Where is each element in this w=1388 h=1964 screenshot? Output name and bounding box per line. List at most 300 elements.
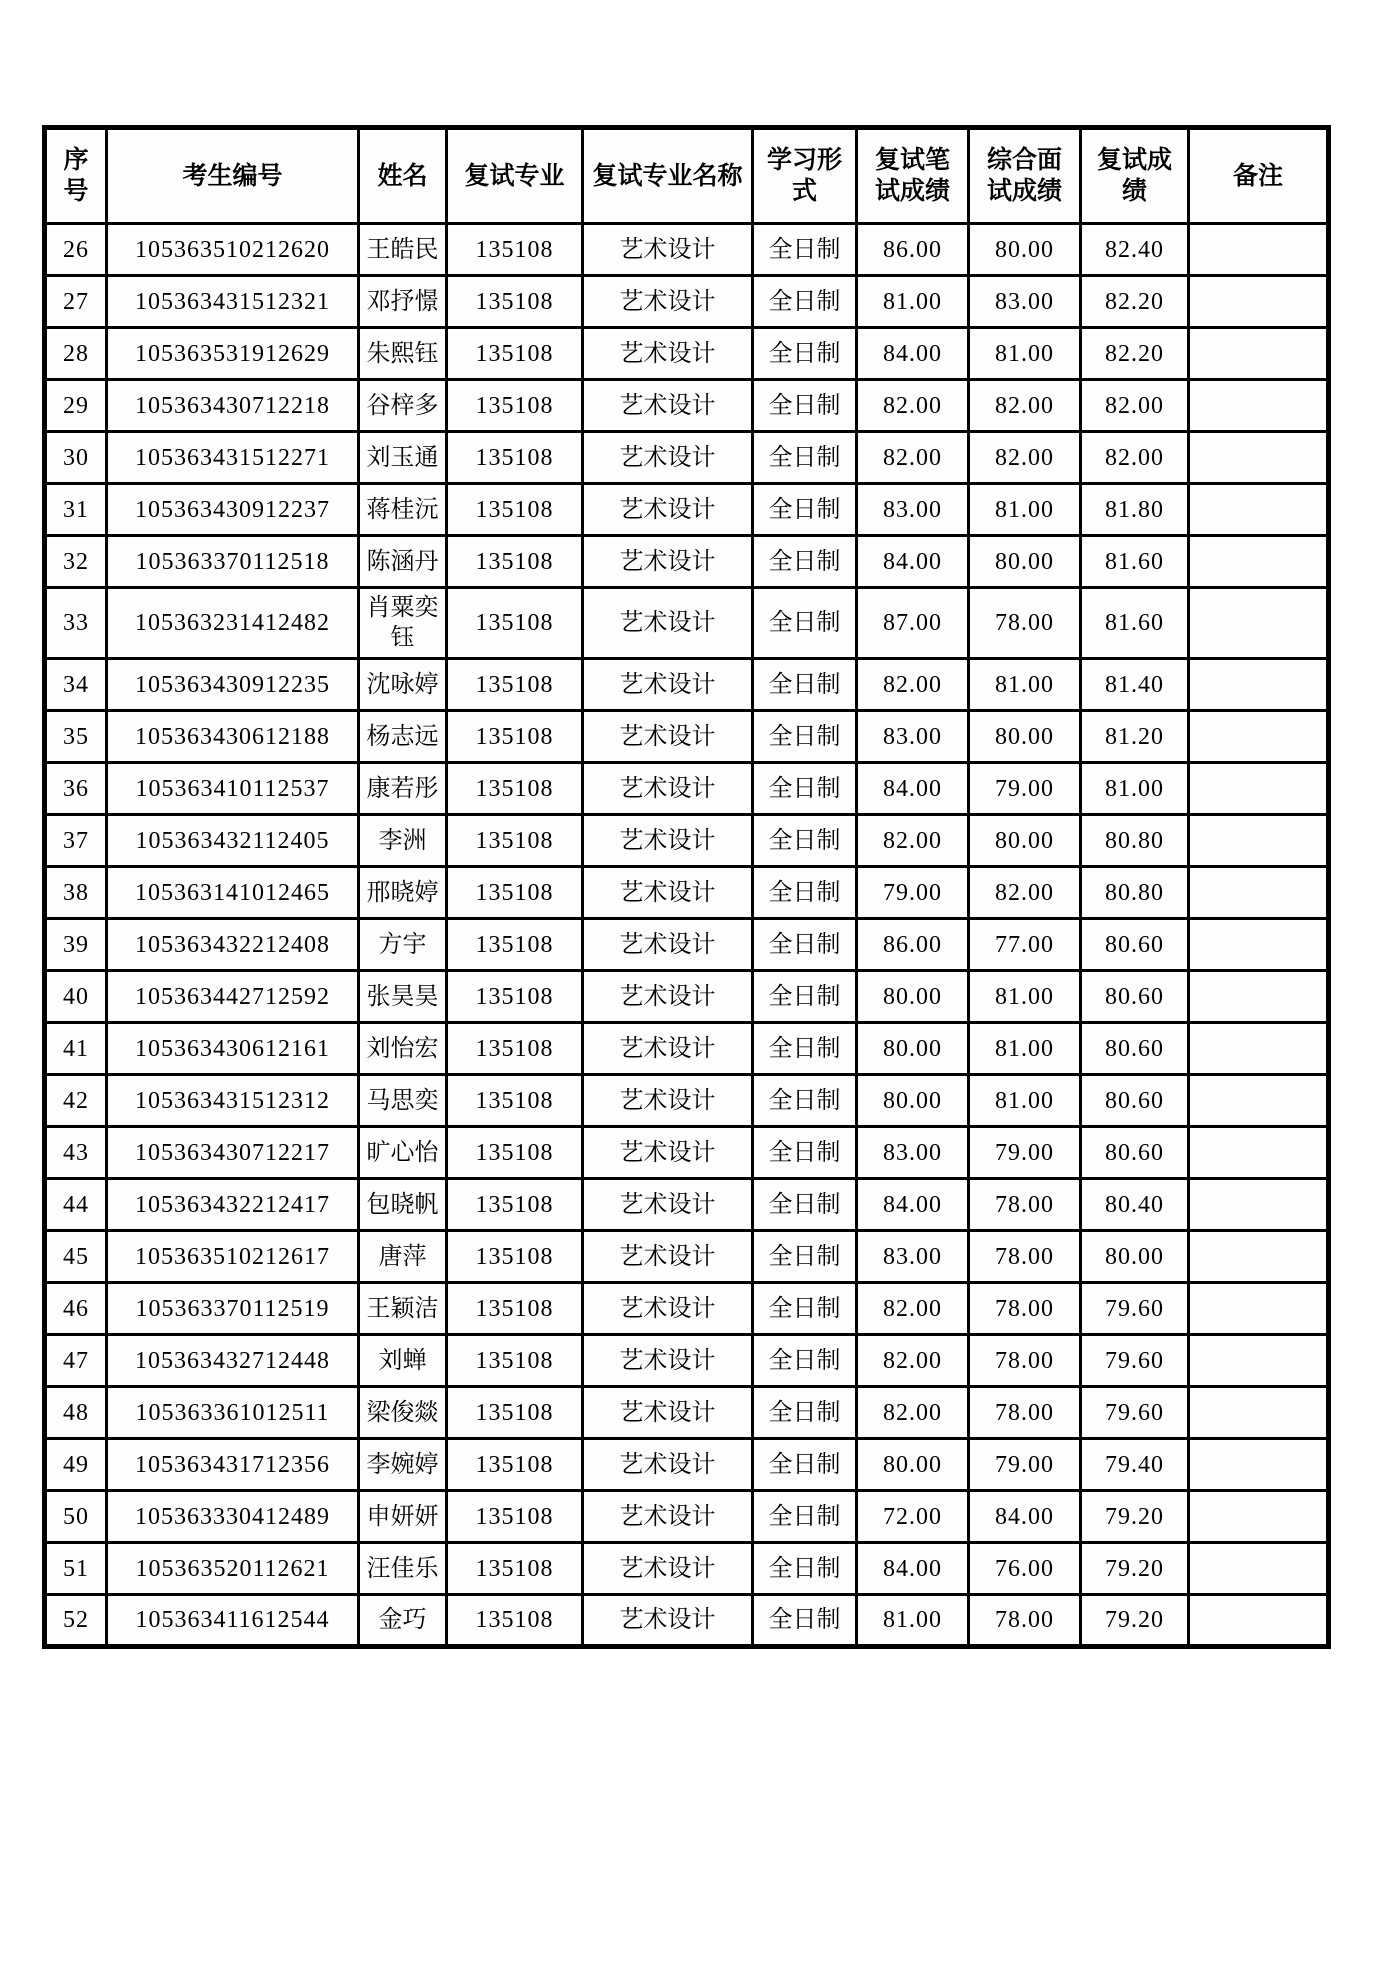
table-row: [45, 867, 1329, 919]
cell-study-form: 全日制: [753, 1595, 857, 1647]
cell-interview-score: 83.00: [969, 276, 1081, 328]
cell-final-score: 79.60: [1081, 1335, 1189, 1387]
cell-written-score: 84.00: [857, 763, 969, 815]
cell-remark: [1189, 536, 1329, 588]
cell-written-score: 86.00: [857, 919, 969, 971]
cell-major-name: 艺术设计: [583, 1075, 753, 1127]
cell-candidate-id: 105363432112405: [107, 815, 359, 867]
cell-candidate-id: 105363370112519: [107, 1283, 359, 1335]
cell-interview-score: 78.00: [969, 588, 1081, 659]
cell-name: 刘怡宏: [359, 1023, 447, 1075]
cell-major-name: 艺术设计: [583, 1595, 753, 1647]
cell-candidate-id: 105363430612188: [107, 711, 359, 763]
cell-major-code: 135108: [447, 432, 583, 484]
cell-name: 蒋桂沅: [359, 484, 447, 536]
cell-study-form: 全日制: [753, 867, 857, 919]
cell-written-score: 82.00: [857, 1283, 969, 1335]
cell-interview-score: 81.00: [969, 659, 1081, 711]
cell-major-name: 艺术设计: [583, 536, 753, 588]
cell-major-code: 135108: [447, 763, 583, 815]
table-row: [45, 588, 1329, 659]
cell-study-form: 全日制: [753, 1023, 857, 1075]
cell-name: 汪佳乐: [359, 1543, 447, 1595]
cell-candidate-id: 105363510212620: [107, 224, 359, 276]
cell-interview-score: 79.00: [969, 1439, 1081, 1491]
cell-major-name: 艺术设计: [583, 919, 753, 971]
cell-major-name: 艺术设计: [583, 484, 753, 536]
cell-candidate-id: 105363432712448: [107, 1335, 359, 1387]
cell-name: 谷梓多: [359, 380, 447, 432]
cell-written-score: 83.00: [857, 484, 969, 536]
cell-study-form: 全日制: [753, 328, 857, 380]
cell-interview-score: 81.00: [969, 971, 1081, 1023]
cell-candidate-id: 105363431512312: [107, 1075, 359, 1127]
cell-serial: 31: [45, 484, 107, 536]
cell-candidate-id: 105363431512321: [107, 276, 359, 328]
table-row: [45, 1283, 1329, 1335]
cell-written-score: 83.00: [857, 1127, 969, 1179]
header-serial: 序号: [45, 128, 107, 224]
cell-study-form: 全日制: [753, 1439, 857, 1491]
cell-name: 唐萍: [359, 1231, 447, 1283]
cell-major-name: 艺术设计: [583, 763, 753, 815]
cell-name: 申妍妍: [359, 1491, 447, 1543]
cell-interview-score: 77.00: [969, 919, 1081, 971]
cell-final-score: 80.60: [1081, 1075, 1189, 1127]
table-row: [45, 328, 1329, 380]
cell-candidate-id: 105363431712356: [107, 1439, 359, 1491]
cell-serial: 32: [45, 536, 107, 588]
cell-major-code: 135108: [447, 919, 583, 971]
table-row: [45, 1023, 1329, 1075]
header-study-form: 学习形式: [753, 128, 857, 224]
cell-name: 沈咏婷: [359, 659, 447, 711]
table-row: [45, 484, 1329, 536]
cell-study-form: 全日制: [753, 432, 857, 484]
cell-final-score: 79.20: [1081, 1543, 1189, 1595]
cell-remark: [1189, 763, 1329, 815]
cell-remark: [1189, 1023, 1329, 1075]
cell-name: 陈涵丹: [359, 536, 447, 588]
cell-final-score: 80.80: [1081, 867, 1189, 919]
cell-interview-score: 81.00: [969, 1023, 1081, 1075]
cell-major-name: 艺术设计: [583, 1023, 753, 1075]
cell-major-name: 艺术设计: [583, 276, 753, 328]
cell-major-name: 艺术设计: [583, 432, 753, 484]
cell-serial: 44: [45, 1179, 107, 1231]
table-row: [45, 815, 1329, 867]
cell-candidate-id: 105363411612544: [107, 1595, 359, 1647]
cell-final-score: 82.00: [1081, 380, 1189, 432]
header-major-name: 复试专业名称: [583, 128, 753, 224]
cell-name: 邢晓婷: [359, 867, 447, 919]
cell-major-code: 135108: [447, 711, 583, 763]
cell-major-code: 135108: [447, 971, 583, 1023]
cell-major-name: 艺术设计: [583, 1387, 753, 1439]
table-row: [45, 1491, 1329, 1543]
cell-candidate-id: 105363432212417: [107, 1179, 359, 1231]
cell-remark: [1189, 919, 1329, 971]
cell-interview-score: 78.00: [969, 1335, 1081, 1387]
cell-interview-score: 78.00: [969, 1179, 1081, 1231]
cell-major-name: 艺术设计: [583, 224, 753, 276]
cell-major-code: 135108: [447, 1075, 583, 1127]
cell-serial: 27: [45, 276, 107, 328]
cell-final-score: 80.60: [1081, 1023, 1189, 1075]
cell-final-score: 80.60: [1081, 1127, 1189, 1179]
table-row: [45, 1595, 1329, 1647]
cell-study-form: 全日制: [753, 536, 857, 588]
table-row: [45, 1127, 1329, 1179]
cell-major-code: 135108: [447, 1543, 583, 1595]
cell-serial: 29: [45, 380, 107, 432]
cell-serial: 42: [45, 1075, 107, 1127]
cell-candidate-id: 105363442712592: [107, 971, 359, 1023]
cell-final-score: 79.60: [1081, 1387, 1189, 1439]
cell-study-form: 全日制: [753, 1231, 857, 1283]
cell-written-score: 84.00: [857, 1543, 969, 1595]
cell-major-code: 135108: [447, 1491, 583, 1543]
cell-remark: [1189, 1335, 1329, 1387]
cell-candidate-id: 105363430912237: [107, 484, 359, 536]
cell-serial: 40: [45, 971, 107, 1023]
cell-remark: [1189, 1179, 1329, 1231]
table-row: [45, 763, 1329, 815]
cell-interview-score: 82.00: [969, 867, 1081, 919]
cell-final-score: 80.80: [1081, 815, 1189, 867]
table-row: [45, 276, 1329, 328]
cell-major-code: 135108: [447, 276, 583, 328]
cell-name: 李洲: [359, 815, 447, 867]
cell-serial: 34: [45, 659, 107, 711]
cell-final-score: 79.20: [1081, 1595, 1189, 1647]
cell-candidate-id: 105363520112621: [107, 1543, 359, 1595]
cell-study-form: 全日制: [753, 971, 857, 1023]
cell-major-code: 135108: [447, 1179, 583, 1231]
cell-remark: [1189, 1387, 1329, 1439]
cell-interview-score: 80.00: [969, 711, 1081, 763]
cell-serial: 51: [45, 1543, 107, 1595]
cell-final-score: 81.60: [1081, 536, 1189, 588]
cell-candidate-id: 105363430712218: [107, 380, 359, 432]
cell-interview-score: 81.00: [969, 1075, 1081, 1127]
cell-major-code: 135108: [447, 1283, 583, 1335]
cell-interview-score: 79.00: [969, 1127, 1081, 1179]
cell-written-score: 81.00: [857, 276, 969, 328]
cell-major-name: 艺术设计: [583, 1283, 753, 1335]
cell-written-score: 72.00: [857, 1491, 969, 1543]
table-row: [45, 1439, 1329, 1491]
cell-major-name: 艺术设计: [583, 711, 753, 763]
cell-study-form: 全日制: [753, 1335, 857, 1387]
cell-major-name: 艺术设计: [583, 1439, 753, 1491]
cell-serial: 52: [45, 1595, 107, 1647]
cell-name: 邓抒憬: [359, 276, 447, 328]
table-row: [45, 1075, 1329, 1127]
cell-candidate-id: 105363141012465: [107, 867, 359, 919]
cell-study-form: 全日制: [753, 763, 857, 815]
table-row: [45, 224, 1329, 276]
cell-study-form: 全日制: [753, 815, 857, 867]
cell-study-form: 全日制: [753, 1179, 857, 1231]
cell-remark: [1189, 224, 1329, 276]
cell-serial: 30: [45, 432, 107, 484]
cell-remark: [1189, 276, 1329, 328]
cell-candidate-id: 105363361012511: [107, 1387, 359, 1439]
cell-written-score: 80.00: [857, 971, 969, 1023]
cell-candidate-id: 105363231412482: [107, 588, 359, 659]
header-final-score: 复试成绩: [1081, 128, 1189, 224]
cell-major-name: 艺术设计: [583, 328, 753, 380]
cell-study-form: 全日制: [753, 1543, 857, 1595]
cell-remark: [1189, 711, 1329, 763]
cell-major-code: 135108: [447, 1595, 583, 1647]
cell-study-form: 全日制: [753, 1387, 857, 1439]
cell-remark: [1189, 432, 1329, 484]
cell-final-score: 81.60: [1081, 588, 1189, 659]
cell-interview-score: 78.00: [969, 1387, 1081, 1439]
cell-major-code: 135108: [447, 867, 583, 919]
cell-name: 王皓民: [359, 224, 447, 276]
cell-remark: [1189, 328, 1329, 380]
cell-serial: 26: [45, 224, 107, 276]
header-major-code: 复试专业: [447, 128, 583, 224]
header-candidate-id: 考生编号: [107, 128, 359, 224]
table-body: [45, 224, 1329, 1647]
cell-candidate-id: 105363430712217: [107, 1127, 359, 1179]
cell-written-score: 82.00: [857, 659, 969, 711]
cell-name: 刘蝉: [359, 1335, 447, 1387]
cell-major-code: 135108: [447, 1387, 583, 1439]
cell-name: 马思奕: [359, 1075, 447, 1127]
cell-name: 杨志远: [359, 711, 447, 763]
cell-remark: [1189, 484, 1329, 536]
cell-final-score: 80.40: [1081, 1179, 1189, 1231]
table-row: [45, 971, 1329, 1023]
cell-major-code: 135108: [447, 1023, 583, 1075]
results-table: [42, 125, 1331, 1649]
table-row: [45, 1387, 1329, 1439]
table-row: [45, 919, 1329, 971]
cell-study-form: 全日制: [753, 659, 857, 711]
cell-candidate-id: 105363430612161: [107, 1023, 359, 1075]
cell-remark: [1189, 867, 1329, 919]
table-row: [45, 536, 1329, 588]
cell-name: 刘玉通: [359, 432, 447, 484]
cell-remark: [1189, 1491, 1329, 1543]
header-name: 姓名: [359, 128, 447, 224]
cell-written-score: 82.00: [857, 432, 969, 484]
cell-major-name: 艺术设计: [583, 971, 753, 1023]
cell-study-form: 全日制: [753, 1075, 857, 1127]
cell-interview-score: 78.00: [969, 1283, 1081, 1335]
cell-major-code: 135108: [447, 588, 583, 659]
cell-interview-score: 80.00: [969, 536, 1081, 588]
cell-final-score: 80.00: [1081, 1231, 1189, 1283]
cell-name: 王颖洁: [359, 1283, 447, 1335]
cell-study-form: 全日制: [753, 711, 857, 763]
cell-interview-score: 81.00: [969, 328, 1081, 380]
cell-remark: [1189, 1283, 1329, 1335]
cell-interview-score: 76.00: [969, 1543, 1081, 1595]
cell-written-score: 80.00: [857, 1023, 969, 1075]
cell-serial: 38: [45, 867, 107, 919]
cell-interview-score: 81.00: [969, 484, 1081, 536]
cell-interview-score: 79.00: [969, 763, 1081, 815]
cell-major-name: 艺术设计: [583, 867, 753, 919]
cell-remark: [1189, 1439, 1329, 1491]
cell-remark: [1189, 1543, 1329, 1595]
cell-candidate-id: 105363430912235: [107, 659, 359, 711]
cell-major-name: 艺术设计: [583, 1179, 753, 1231]
cell-remark: [1189, 1127, 1329, 1179]
cell-written-score: 80.00: [857, 1075, 969, 1127]
cell-candidate-id: 105363531912629: [107, 328, 359, 380]
cell-major-code: 135108: [447, 659, 583, 711]
cell-study-form: 全日制: [753, 588, 857, 659]
cell-candidate-id: 105363330412489: [107, 1491, 359, 1543]
cell-study-form: 全日制: [753, 276, 857, 328]
table-row: [45, 1179, 1329, 1231]
header-written-score: 复试笔试成绩: [857, 128, 969, 224]
cell-name: 方宇: [359, 919, 447, 971]
cell-final-score: 81.80: [1081, 484, 1189, 536]
cell-interview-score: 78.00: [969, 1595, 1081, 1647]
cell-interview-score: 80.00: [969, 224, 1081, 276]
header-remark: 备注: [1189, 128, 1329, 224]
cell-serial: 46: [45, 1283, 107, 1335]
cell-final-score: 80.60: [1081, 919, 1189, 971]
cell-serial: 36: [45, 763, 107, 815]
cell-major-name: 艺术设计: [583, 815, 753, 867]
cell-final-score: 82.20: [1081, 328, 1189, 380]
cell-name: 梁俊燚: [359, 1387, 447, 1439]
cell-name: 朱熙钰: [359, 328, 447, 380]
table-row: [45, 1543, 1329, 1595]
cell-study-form: 全日制: [753, 380, 857, 432]
cell-written-score: 81.00: [857, 1595, 969, 1647]
cell-serial: 37: [45, 815, 107, 867]
cell-study-form: 全日制: [753, 224, 857, 276]
cell-serial: 39: [45, 919, 107, 971]
cell-serial: 48: [45, 1387, 107, 1439]
cell-major-name: 艺术设计: [583, 659, 753, 711]
cell-major-name: 艺术设计: [583, 1231, 753, 1283]
cell-name: 康若彤: [359, 763, 447, 815]
table-row: [45, 1335, 1329, 1387]
cell-candidate-id: 105363410112537: [107, 763, 359, 815]
cell-written-score: 82.00: [857, 815, 969, 867]
cell-major-code: 135108: [447, 224, 583, 276]
cell-major-name: 艺术设计: [583, 1127, 753, 1179]
cell-serial: 28: [45, 328, 107, 380]
cell-study-form: 全日制: [753, 1283, 857, 1335]
cell-candidate-id: 105363510212617: [107, 1231, 359, 1283]
cell-final-score: 82.40: [1081, 224, 1189, 276]
table-row: [45, 1231, 1329, 1283]
cell-major-code: 135108: [447, 536, 583, 588]
cell-serial: 47: [45, 1335, 107, 1387]
table-row: [45, 432, 1329, 484]
cell-serial: 50: [45, 1491, 107, 1543]
cell-final-score: 80.60: [1081, 971, 1189, 1023]
cell-remark: [1189, 588, 1329, 659]
cell-name: 张昊昊: [359, 971, 447, 1023]
cell-major-code: 135108: [447, 1231, 583, 1283]
cell-remark: [1189, 1075, 1329, 1127]
cell-written-score: 84.00: [857, 1179, 969, 1231]
cell-major-code: 135108: [447, 1127, 583, 1179]
cell-candidate-id: 105363432212408: [107, 919, 359, 971]
cell-final-score: 79.20: [1081, 1491, 1189, 1543]
cell-major-code: 135108: [447, 380, 583, 432]
cell-major-code: 135108: [447, 815, 583, 867]
cell-name: 金巧: [359, 1595, 447, 1647]
cell-study-form: 全日制: [753, 1491, 857, 1543]
header-interview-score: 综合面试成绩: [969, 128, 1081, 224]
cell-major-name: 艺术设计: [583, 1491, 753, 1543]
cell-written-score: 86.00: [857, 224, 969, 276]
cell-candidate-id: 105363431512271: [107, 432, 359, 484]
cell-serial: 43: [45, 1127, 107, 1179]
cell-major-name: 艺术设计: [583, 1543, 753, 1595]
cell-written-score: 83.00: [857, 1231, 969, 1283]
cell-written-score: 84.00: [857, 328, 969, 380]
cell-name: 李婉婷: [359, 1439, 447, 1491]
table-row: [45, 659, 1329, 711]
cell-name: 肖粟奕钰: [359, 588, 447, 659]
cell-candidate-id: 105363370112518: [107, 536, 359, 588]
cell-remark: [1189, 1231, 1329, 1283]
cell-major-name: 艺术设计: [583, 1335, 753, 1387]
cell-interview-score: 78.00: [969, 1231, 1081, 1283]
cell-final-score: 79.40: [1081, 1439, 1189, 1491]
cell-written-score: 84.00: [857, 536, 969, 588]
cell-remark: [1189, 1595, 1329, 1647]
cell-final-score: 81.40: [1081, 659, 1189, 711]
cell-interview-score: 80.00: [969, 815, 1081, 867]
cell-study-form: 全日制: [753, 1127, 857, 1179]
cell-written-score: 82.00: [857, 1387, 969, 1439]
cell-serial: 35: [45, 711, 107, 763]
cell-final-score: 81.00: [1081, 763, 1189, 815]
cell-written-score: 79.00: [857, 867, 969, 919]
cell-interview-score: 82.00: [969, 380, 1081, 432]
cell-interview-score: 82.00: [969, 432, 1081, 484]
cell-serial: 33: [45, 588, 107, 659]
cell-written-score: 83.00: [857, 711, 969, 763]
cell-interview-score: 84.00: [969, 1491, 1081, 1543]
table-row: [45, 711, 1329, 763]
cell-name: 包晓帆: [359, 1179, 447, 1231]
cell-major-name: 艺术设计: [583, 588, 753, 659]
header-row: [45, 128, 1329, 224]
cell-remark: [1189, 659, 1329, 711]
cell-study-form: 全日制: [753, 484, 857, 536]
cell-major-code: 135108: [447, 484, 583, 536]
cell-written-score: 80.00: [857, 1439, 969, 1491]
cell-remark: [1189, 380, 1329, 432]
cell-major-code: 135108: [447, 1439, 583, 1491]
cell-name: 旷心怡: [359, 1127, 447, 1179]
cell-final-score: 82.20: [1081, 276, 1189, 328]
cell-serial: 49: [45, 1439, 107, 1491]
cell-serial: 45: [45, 1231, 107, 1283]
cell-remark: [1189, 815, 1329, 867]
cell-written-score: 82.00: [857, 380, 969, 432]
cell-serial: 41: [45, 1023, 107, 1075]
table-row: [45, 380, 1329, 432]
